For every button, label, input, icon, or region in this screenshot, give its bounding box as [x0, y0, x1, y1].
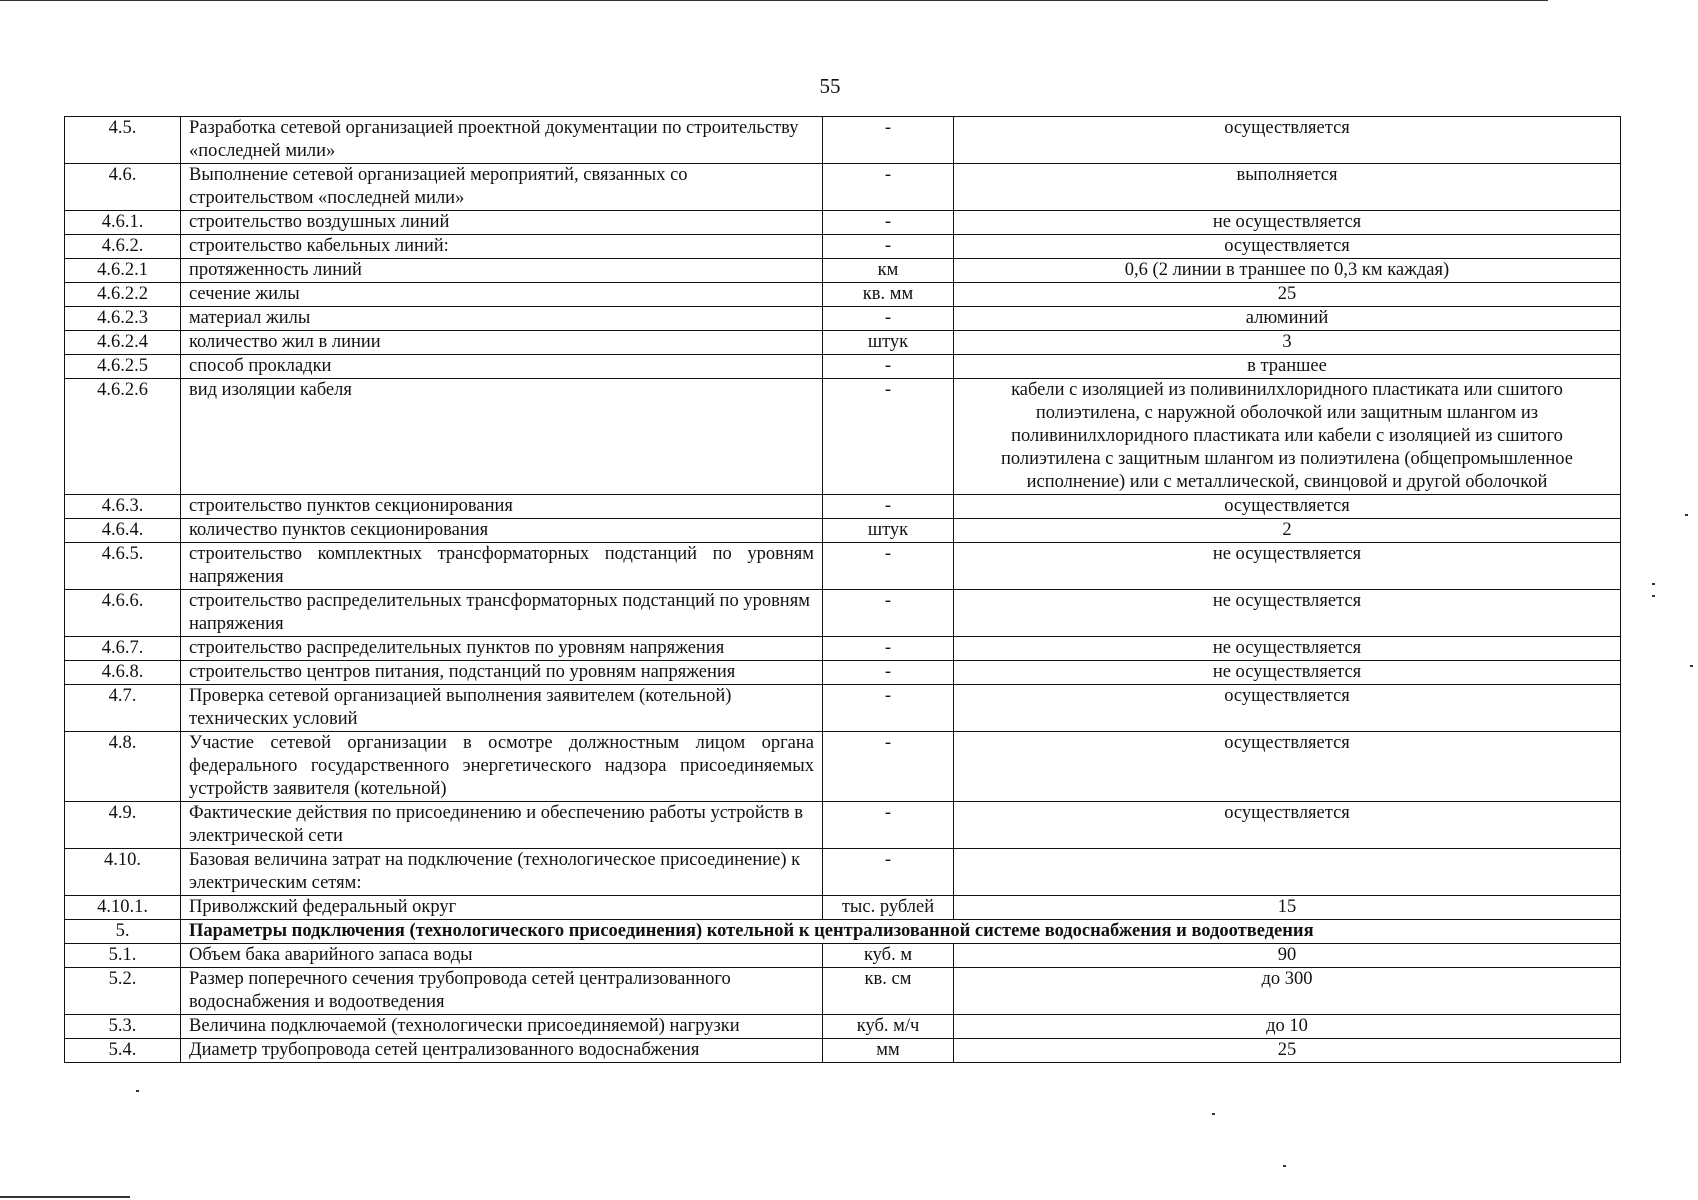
table-row — [65, 495, 1621, 519]
row-unit: - — [823, 117, 954, 164]
row-value: осуществляется — [954, 235, 1621, 259]
row-description: количество пунктов секционирования — [181, 519, 823, 543]
row-unit: штук — [823, 519, 954, 543]
section-heading: Параметры подключения (технологического присоединения) котельной к централизованной системе водоснабжения и водоотведения — [181, 920, 1621, 944]
row-value: не осуществляется — [954, 637, 1621, 661]
row-description: Размер поперечного сечения трубопровода сетей централизованного водоснабжения и водоотведения — [181, 968, 823, 1015]
row-number: 4.6.7. — [65, 637, 181, 661]
row-value: кабели с изоляцией из поливинилхлоридного пластиката или сшитого полиэтилена, с наружной оболочкой или защитным шлангом из поливинилхлоридного пластиката или кабели с изоляцией из сшитого полиэтилена с защитным шлангом из полиэтилена (общепромышленное исполнение) или с металлической, свинцовой и другой оболочкой — [954, 379, 1621, 495]
row-description: Фактические действия по присоединению и обеспечению работы устройств в электрической сети — [181, 802, 823, 849]
row-unit: - — [823, 235, 954, 259]
row-number: 4.6.2.6 — [65, 379, 181, 495]
row-unit: - — [823, 211, 954, 235]
scan-speck — [1652, 595, 1655, 597]
page-number: 55 — [819, 74, 841, 98]
row-value: 25 — [954, 283, 1621, 307]
row-unit: - — [823, 732, 954, 802]
scan-speck — [1652, 583, 1655, 585]
row-description: строительство распределительных пунктов по уровням напряжения — [181, 637, 823, 661]
row-unit: - — [823, 164, 954, 211]
row-description: Приволжский федеральный округ — [181, 896, 823, 920]
row-value: до 300 — [954, 968, 1621, 1015]
table-row — [65, 235, 1621, 259]
row-number: 5.3. — [65, 1015, 181, 1039]
row-number: 4.9. — [65, 802, 181, 849]
row-unit: - — [823, 379, 954, 495]
row-description: Диаметр трубопровода сетей централизованного водоснабжения — [181, 1039, 823, 1063]
row-value: 2 — [954, 519, 1621, 543]
row-number: 4.6.2.1 — [65, 259, 181, 283]
row-number: 4.6.2.2 — [65, 283, 181, 307]
row-unit: кв. мм — [823, 283, 954, 307]
row-unit: - — [823, 590, 954, 637]
row-value: в траншее — [954, 355, 1621, 379]
scan-speck — [1283, 1165, 1286, 1167]
table-row — [65, 661, 1621, 685]
row-number: 4.6.1. — [65, 211, 181, 235]
parameters-table — [64, 116, 1621, 1063]
scan-speck — [1690, 665, 1693, 667]
row-unit: - — [823, 849, 954, 896]
table-row — [65, 1015, 1621, 1039]
table-row — [65, 379, 1621, 495]
row-description: строительство распределительных трансформаторных подстанций по уровням напряжения — [181, 590, 823, 637]
row-value: осуществляется — [954, 685, 1621, 732]
row-description: сечение жилы — [181, 283, 823, 307]
row-description: Объем бака аварийного запаса воды — [181, 944, 823, 968]
row-number: 5. — [65, 920, 181, 944]
scan-speck — [1685, 514, 1688, 516]
row-description: протяженность линий — [181, 259, 823, 283]
table-row — [65, 968, 1621, 1015]
row-description: строительство кабельных линий: — [181, 235, 823, 259]
bottom-border-line — [0, 1196, 130, 1198]
row-unit: - — [823, 307, 954, 331]
table-row — [65, 590, 1621, 637]
table-row — [65, 259, 1621, 283]
table-row — [65, 732, 1621, 802]
scan-speck — [136, 1090, 139, 1092]
row-description: Участие сетевой организации в осмотре должностным лицом органа федерального государственного энергетического надзора присоединяемых устройств заявителя (котельной) — [181, 732, 823, 802]
row-number: 5.2. — [65, 968, 181, 1015]
table-row — [65, 896, 1621, 920]
table-row — [65, 685, 1621, 732]
row-number: 4.6.4. — [65, 519, 181, 543]
table-row — [65, 1039, 1621, 1063]
row-description: вид изоляции кабеля — [181, 379, 823, 495]
table-row — [65, 164, 1621, 211]
table-row — [65, 802, 1621, 849]
row-value: не осуществляется — [954, 661, 1621, 685]
row-number: 4.5. — [65, 117, 181, 164]
row-unit: - — [823, 543, 954, 590]
row-unit: тыс. рублей — [823, 896, 954, 920]
row-number: 4.6.2. — [65, 235, 181, 259]
row-number: 4.10.1. — [65, 896, 181, 920]
row-value: выполняется — [954, 164, 1621, 211]
row-description: строительство воздушных линий — [181, 211, 823, 235]
row-description: количество жил в линии — [181, 331, 823, 355]
table-row — [65, 355, 1621, 379]
row-unit: мм — [823, 1039, 954, 1063]
row-number: 4.6.6. — [65, 590, 181, 637]
row-number: 4.7. — [65, 685, 181, 732]
row-description: Разработка сетевой организацией проектной документации по строительству «последней мили» — [181, 117, 823, 164]
table-row — [65, 331, 1621, 355]
row-description: Проверка сетевой организацией выполнения заявителем (котельной) технических условий — [181, 685, 823, 732]
table-row — [65, 637, 1621, 661]
row-description: Величина подключаемой (технологически присоединяемой) нагрузки — [181, 1015, 823, 1039]
row-unit: - — [823, 661, 954, 685]
row-unit: - — [823, 685, 954, 732]
row-description: Выполнение сетевой организацией мероприятий, связанных со строительством «последней мили» — [181, 164, 823, 211]
row-number: 4.6. — [65, 164, 181, 211]
row-description: строительство комплектных трансформаторных подстанций по уровням напряжения — [181, 543, 823, 590]
row-value: не осуществляется — [954, 590, 1621, 637]
row-value: 25 — [954, 1039, 1621, 1063]
row-value: не осуществляется — [954, 211, 1621, 235]
row-value: осуществляется — [954, 732, 1621, 802]
row-number: 4.8. — [65, 732, 181, 802]
row-unit: куб. м/ч — [823, 1015, 954, 1039]
row-description: материал жилы — [181, 307, 823, 331]
table-row — [65, 117, 1621, 164]
row-unit: - — [823, 637, 954, 661]
row-unit: - — [823, 355, 954, 379]
row-number: 5.4. — [65, 1039, 181, 1063]
row-value: осуществляется — [954, 495, 1621, 519]
row-number: 4.6.3. — [65, 495, 181, 519]
row-value: до 10 — [954, 1015, 1621, 1039]
row-number: 5.1. — [65, 944, 181, 968]
table-row — [65, 307, 1621, 331]
row-value: алюминий — [954, 307, 1621, 331]
scan-speck — [1212, 1113, 1215, 1115]
top-border-line — [0, 0, 1548, 2]
row-value: 0,6 (2 линии в траншее по 0,3 км каждая) — [954, 259, 1621, 283]
table-row — [65, 543, 1621, 590]
row-description: Базовая величина затрат на подключение (технологическое присоединение) к электрическим сетям: — [181, 849, 823, 896]
row-value: осуществляется — [954, 802, 1621, 849]
row-unit: - — [823, 495, 954, 519]
row-value: 90 — [954, 944, 1621, 968]
row-unit: км — [823, 259, 954, 283]
row-unit: куб. м — [823, 944, 954, 968]
row-unit: штук — [823, 331, 954, 355]
row-value — [954, 849, 1621, 896]
row-value: не осуществляется — [954, 543, 1621, 590]
table-row — [65, 283, 1621, 307]
table-row — [65, 920, 1621, 944]
row-number: 4.6.2.3 — [65, 307, 181, 331]
row-description: способ прокладки — [181, 355, 823, 379]
parameters-table-body — [65, 117, 1621, 1063]
row-number: 4.6.5. — [65, 543, 181, 590]
row-number: 4.6.2.4 — [65, 331, 181, 355]
row-unit: кв. см — [823, 968, 954, 1015]
row-description: строительство пунктов секционирования — [181, 495, 823, 519]
table-row — [65, 849, 1621, 896]
row-number: 4.6.2.5 — [65, 355, 181, 379]
table-row — [65, 944, 1621, 968]
table-row — [65, 211, 1621, 235]
table-row — [65, 519, 1621, 543]
row-value: 3 — [954, 331, 1621, 355]
row-description: строительство центров питания, подстанций по уровням напряжения — [181, 661, 823, 685]
row-number: 4.10. — [65, 849, 181, 896]
row-number: 4.6.8. — [65, 661, 181, 685]
row-value: осуществляется — [954, 117, 1621, 164]
row-value: 15 — [954, 896, 1621, 920]
row-unit: - — [823, 802, 954, 849]
